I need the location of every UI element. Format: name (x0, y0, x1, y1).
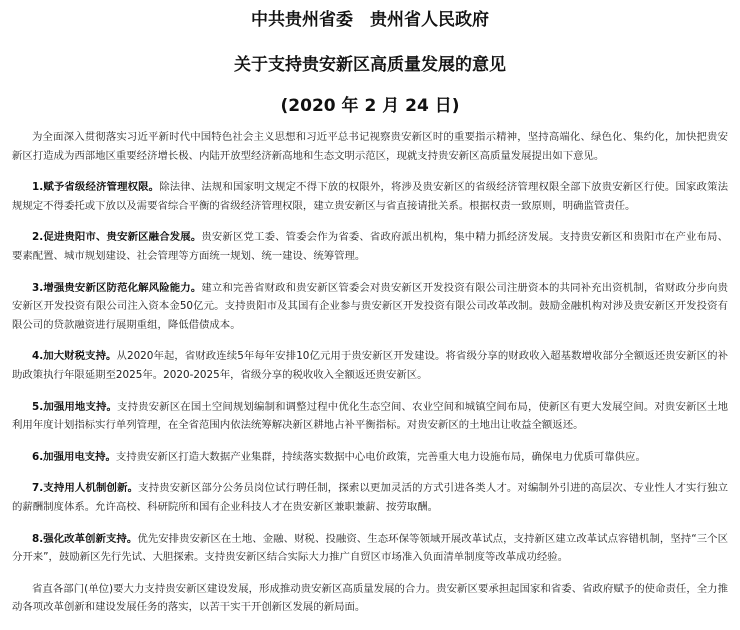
intro-paragraph: 为全面深入贯彻落实习近平新时代中国特色社会主义思想和习近平总书记视察贵安新区时的重要指示精神，坚持高端化、绿色化、集约化，加快把贵安新区打造成为西部地区重要经济增长极、内陆开放型经济新高地和生态文明示范区，现就支持贵安新区高质量发展提出如下意见。 (12, 131, 728, 162)
section-paragraph (12, 228, 728, 265)
document-title: 关于支持贵安新区高质量发展的意见 (234, 55, 506, 75)
section-heading: 3.增强贵安新区防范化解风险能力。 (32, 281, 202, 294)
section-heading: 4.加大财税支持。 (32, 350, 117, 363)
section-text: 支持贵安新区打造大数据产业集群，持续落实数据中心电价政策，完善重大电力设施布局，确保电力优质可靠供应。 (115, 450, 646, 463)
section-text: 贵安新区党工委、管委会作为省委、省政府派出机构，集中精力抓经济发展。支持贵安新区和贵阳市在产业布局、要素配置、城市规划建设、社会管理等方面统一规划、统一建设、统筹管理。 (12, 231, 728, 262)
section-heading: 5.加强用地支持。 (32, 400, 118, 413)
section-text: 除法律、法规和国家明文规定不得下放的权限外，将涉及贵安新区的省级经济管理权限全部下放贵安新区行使。国家政策法规规定不得委托或下放以及需要省综合平衡的省级经济管理权限，建立贵安新区与省直接请批关系。根据权责一致原则，明确监管责任。 (12, 181, 728, 212)
section-text: 从2020年起，省财政连续5年每年安排10亿元用于贵安新区开发建设。将省级分享的财政收入超基数增收部分全额返还贵安新区的补助政策执行年限延期至2025年。2020-2025年，省级分享的税收收入全额返还贵安新区。 (12, 350, 728, 381)
section-paragraph (12, 279, 728, 335)
issuer-title: 中共贵州省委 贵州省人民政府 (251, 10, 489, 30)
section-heading: 1.赋予省级经济管理权限。 (32, 181, 160, 194)
section-heading: 6.加强用电支持。 (32, 450, 116, 463)
section-paragraph (12, 398, 728, 435)
section-text: 支持贵安新区部分公务员岗位试行聘任制，探索以更加灵活的方式引进各类人才。对编制外引进的高层次、专业性人才实行独立的薪酬制度体系。允许高校、科研院所和国有企业科技人才在贵安新区兼职兼薪、按劳取酬。 (12, 482, 728, 513)
section-text: 支持贵安新区在国土空间规划编制和调整过程中优化生态空间、农业空间和城镇空间布局，使新区有更大发展空间。对贵安新区土地利用年度计划指标实行单列管理，在全省范围内依法统筹解决新区耕地占补平衡指标。对贵安新区的土地出让收益全额返还。 (12, 400, 728, 432)
section-paragraph (12, 448, 728, 467)
document-date: (2020 年 2 月 24 日) (280, 96, 460, 116)
section-heading: 8.强化改革创新支持。 (32, 532, 138, 545)
section-paragraph (12, 347, 728, 384)
section-text: 优先安排贵安新区在土地、金融、财税、投融资、生态环保等领域开展改革试点，支持新区建立改革试点容错机制，坚持“三个区分开来”，鼓励新区先行先试、大胆探索。支持贵安新区结合实际大力推广自贸区市场准入负面清单制度等改革成功经验。 (12, 532, 728, 564)
section-heading: 2.促进贵阳市、贵安新区融合发展。 (32, 231, 202, 244)
document-body (12, 128, 728, 630)
section-heading: 7.支持用人机制创新。 (32, 482, 139, 495)
section-paragraph (12, 479, 728, 516)
section-paragraph (12, 178, 728, 215)
closing-paragraph: 省直各部门(单位)要大力支持贵安新区建设发展，形成推动贵安新区高质量发展的合力。贵安新区要承担起国家和省委、省政府赋予的使命责任，全力推动各项改革创新和建设发展任务的落实，以苦干实干开创新区发展的新局面。 (12, 582, 728, 614)
section-paragraph (12, 530, 728, 567)
section-text: 建立和完善省财政和贵安新区管委会对贵安新区开发投资有限公司注册资本的共同补充出资机制，省财政分步向贵安新区开发投资有限公司注入资本金50亿元。支持贵阳市及其国有企业参与贵安新区开发投资有限公司改革改制。鼓励金融机构对涉及贵安新区开发投资有限公司的贷款融资进行展期重组，降低借债成本。 (12, 281, 728, 331)
